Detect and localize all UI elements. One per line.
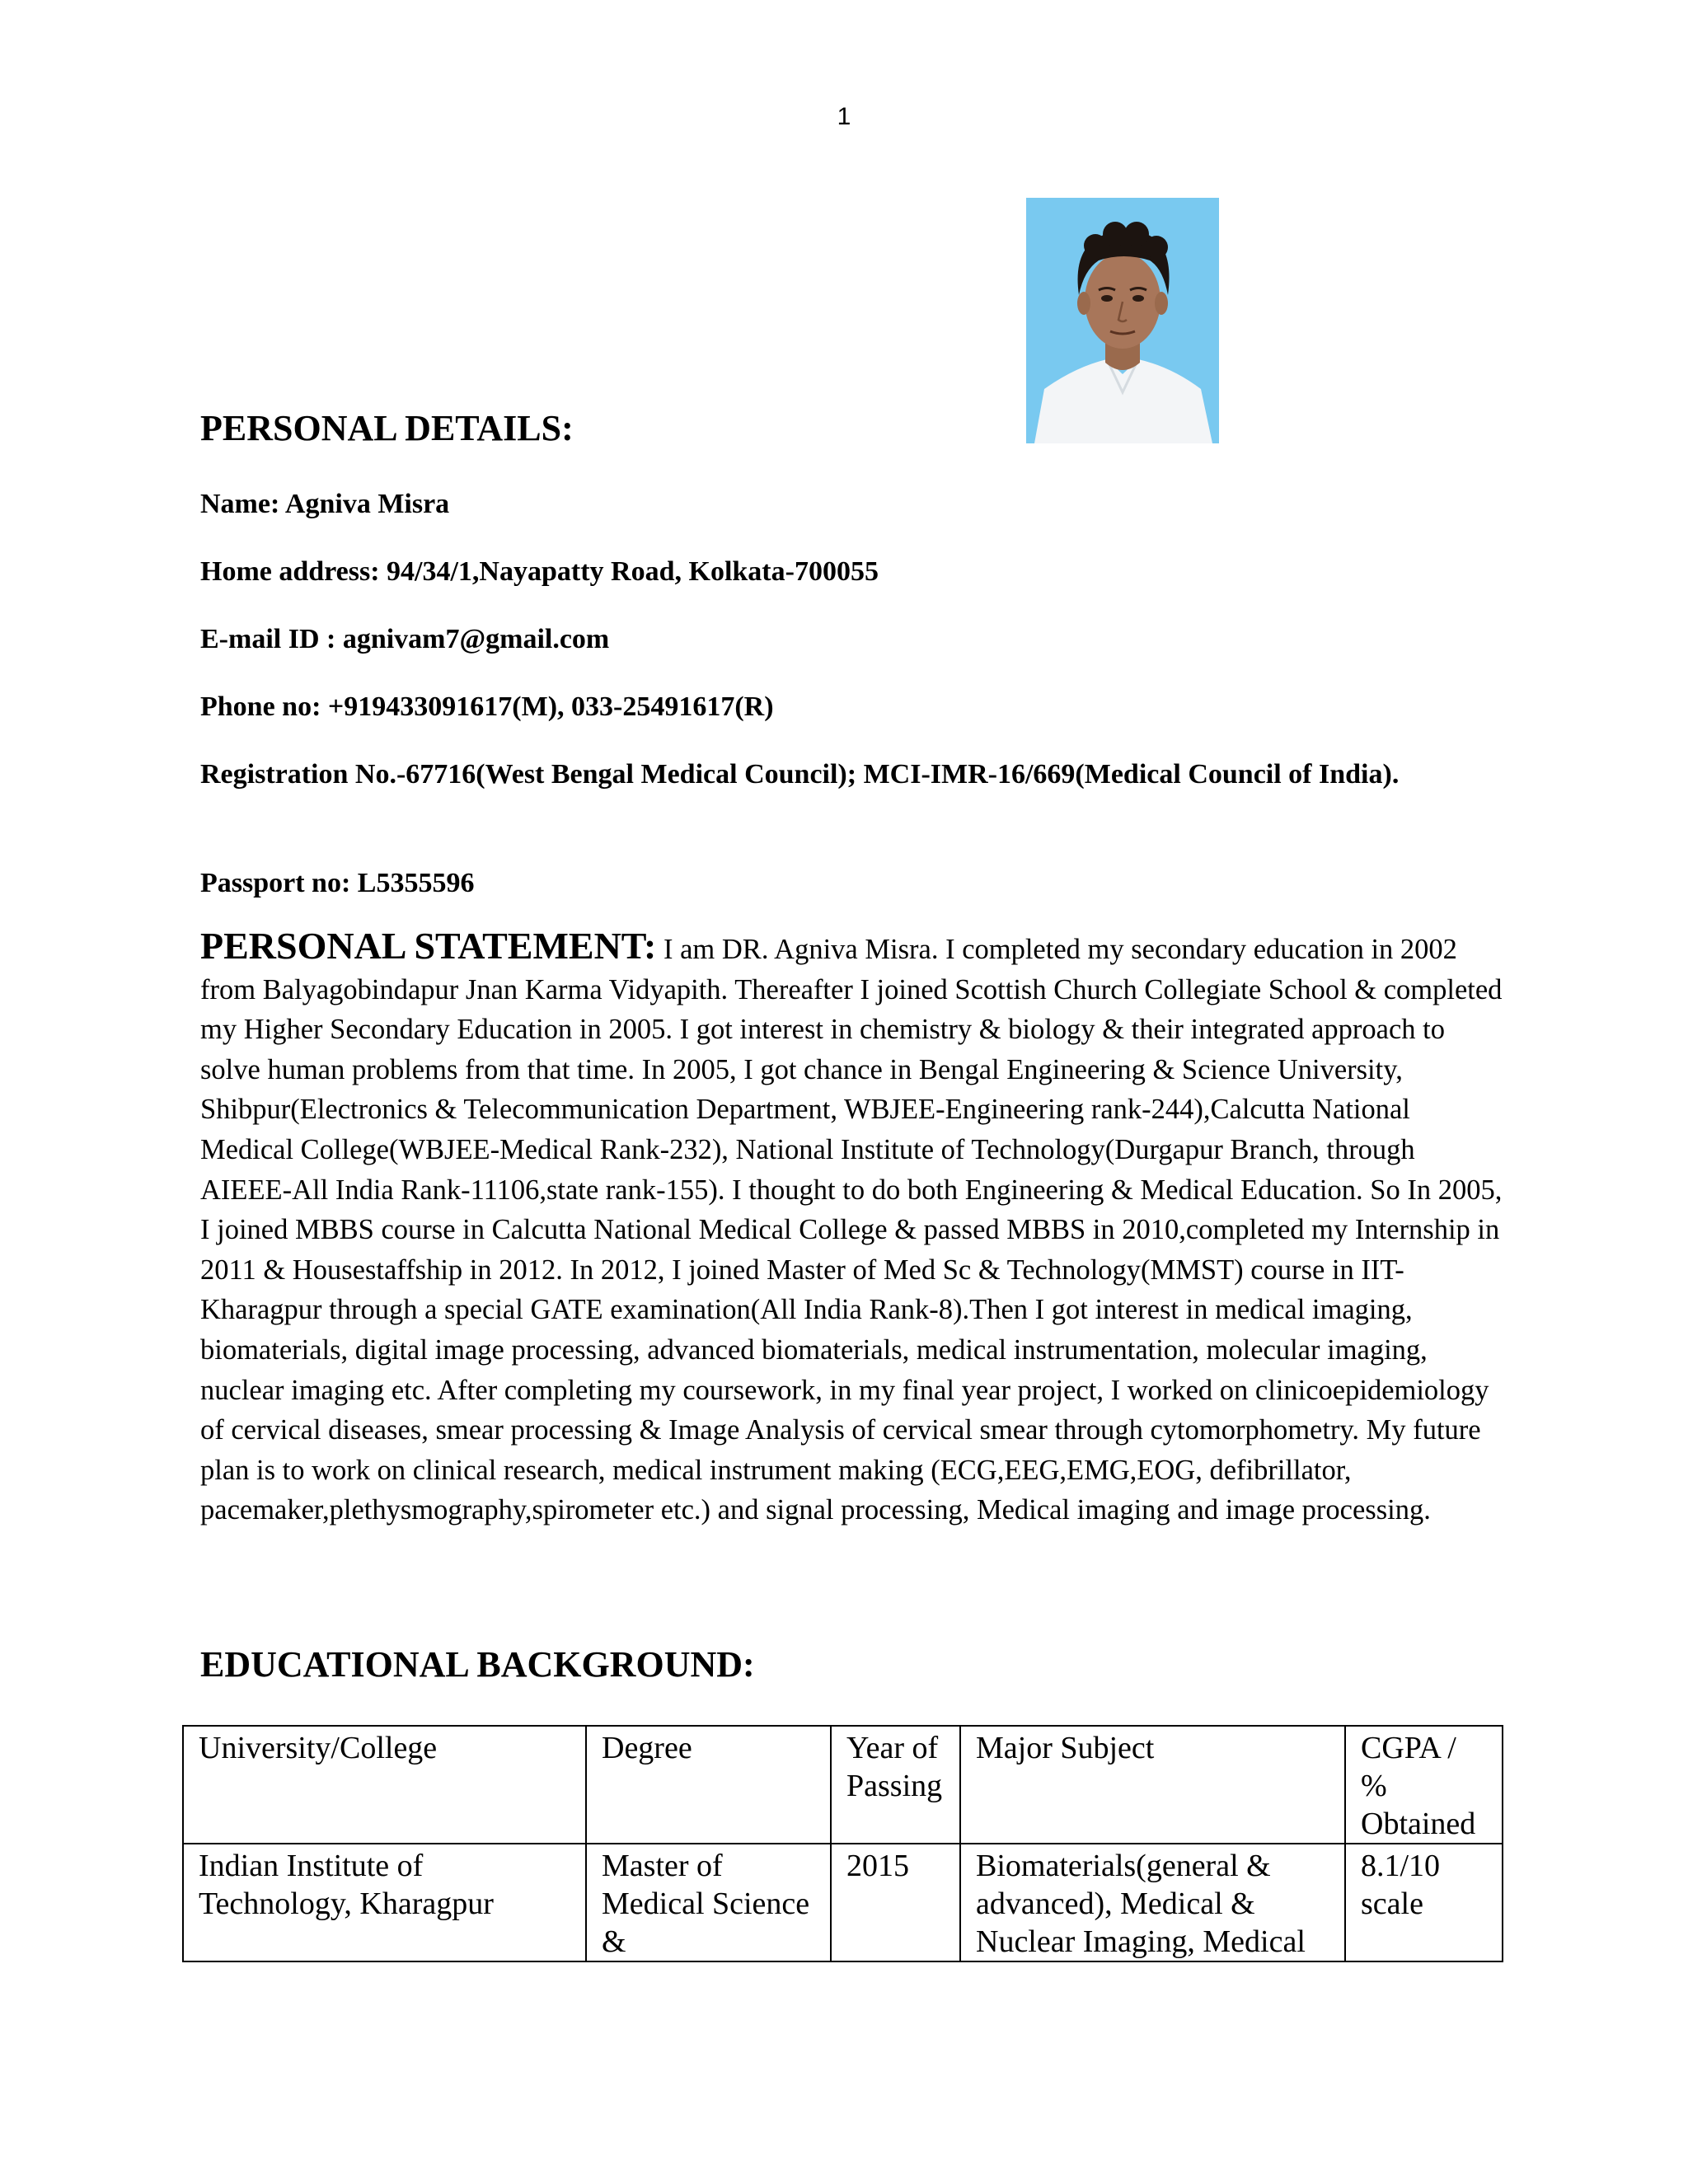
education-table	[182, 1725, 1503, 1962]
educational-background-heading: EDUCATIONAL BACKGROUND:	[200, 1644, 755, 1685]
profile-photo-graphic	[1026, 198, 1219, 443]
home-address-line: Home address: 94/34/1,Nayapatty Road, Kolkata-700055	[200, 556, 879, 587]
cell-cgpa: 8.1/10 scale	[1345, 1844, 1503, 1961]
personal-statement-heading: PERSONAL STATEMENT:	[200, 925, 657, 967]
passport-line: Passport no: L5355596	[200, 868, 475, 898]
name-line: Name: Agniva Misra	[200, 489, 450, 519]
column-header-year: Year of Passing	[831, 1726, 960, 1844]
page-number: 1	[837, 103, 851, 130]
cell-major-subject: Biomaterials(general & advanced), Medical & Nuclear Imaging, Medical	[960, 1844, 1345, 1961]
cell-degree: Master of Medical Science &	[586, 1844, 831, 1961]
cell-university: Indian Institute of Technology, Kharagpur	[183, 1844, 586, 1961]
email-line: E-mail ID : agnivam7@gmail.com	[200, 624, 610, 654]
column-header-university: University/College	[183, 1726, 586, 1844]
column-header-cgpa: CGPA / % Obtained	[1345, 1726, 1503, 1844]
phone-line: Phone no: +919433091617(M), 033-25491617(R)	[200, 691, 774, 722]
column-header-major-subject: Major Subject	[960, 1726, 1345, 1844]
profile-photo	[1026, 198, 1219, 443]
personal-statement	[200, 926, 1503, 1530]
registration-line: Registration No.-67716(West Bengal Medical Council); MCI-IMR-16/669(Medical Council of India).	[200, 759, 1400, 790]
column-header-degree: Degree	[586, 1726, 831, 1844]
personal-statement-text: I am DR. Agniva Misra. I completed my secondary education in 2002 from Balyagobindapur Jnan Karma Vidyapith. Thereafter I joined Scottish Church Collegiate School & completed my Higher Secondary Education in 2005. I got interest in chemistry & biology & their integrated approach to solve human problems from that time. In 2005, I got chance in Bengal Engineering & Science University, Shibpur(Electronics & Telecommunication Department, WBJEE-Engineering rank-244),Calcutta National Medical College(WBJEE-Medical Rank-232), National Institute of Technology(Durgapur Branch, through AIEEE-All India Rank-11106,state rank-155). I thought to do both Engineering & Medical Education. So In 2005, I joined MBBS course in Calcutta National Medical College & passed MBBS in 2010,completed my Internship in 2011 & Housestaffship in 2012. In 2012, I joined Master of Med Sc & Technology(MMST) course in IIT-Kharagpur through a special GATE examination(All India Rank-8).Then I got interest in medical imaging, biomaterials, digital image processing, advanced biomaterials, medical instrumentation, molecular imaging, nuclear imaging etc. After completing my coursework, in my final year project, I worked on clinicoepidemiology of cervical diseases, smear processing & Image Analysis of cervical smear through cytomorphometry. My future plan is to work on clinical research, medical instrument making (ECG,EEG,EMG,EOG, defibrillator, pacemaker,plethysmography,spirometer etc.) and signal processing, Medical imaging and image processing.	[200, 934, 1503, 1526]
cell-year: 2015	[831, 1844, 960, 1961]
education-table-header-row	[183, 1726, 1503, 1844]
personal-details-heading: PERSONAL DETAILS:	[200, 408, 574, 448]
table-row	[183, 1844, 1503, 1961]
